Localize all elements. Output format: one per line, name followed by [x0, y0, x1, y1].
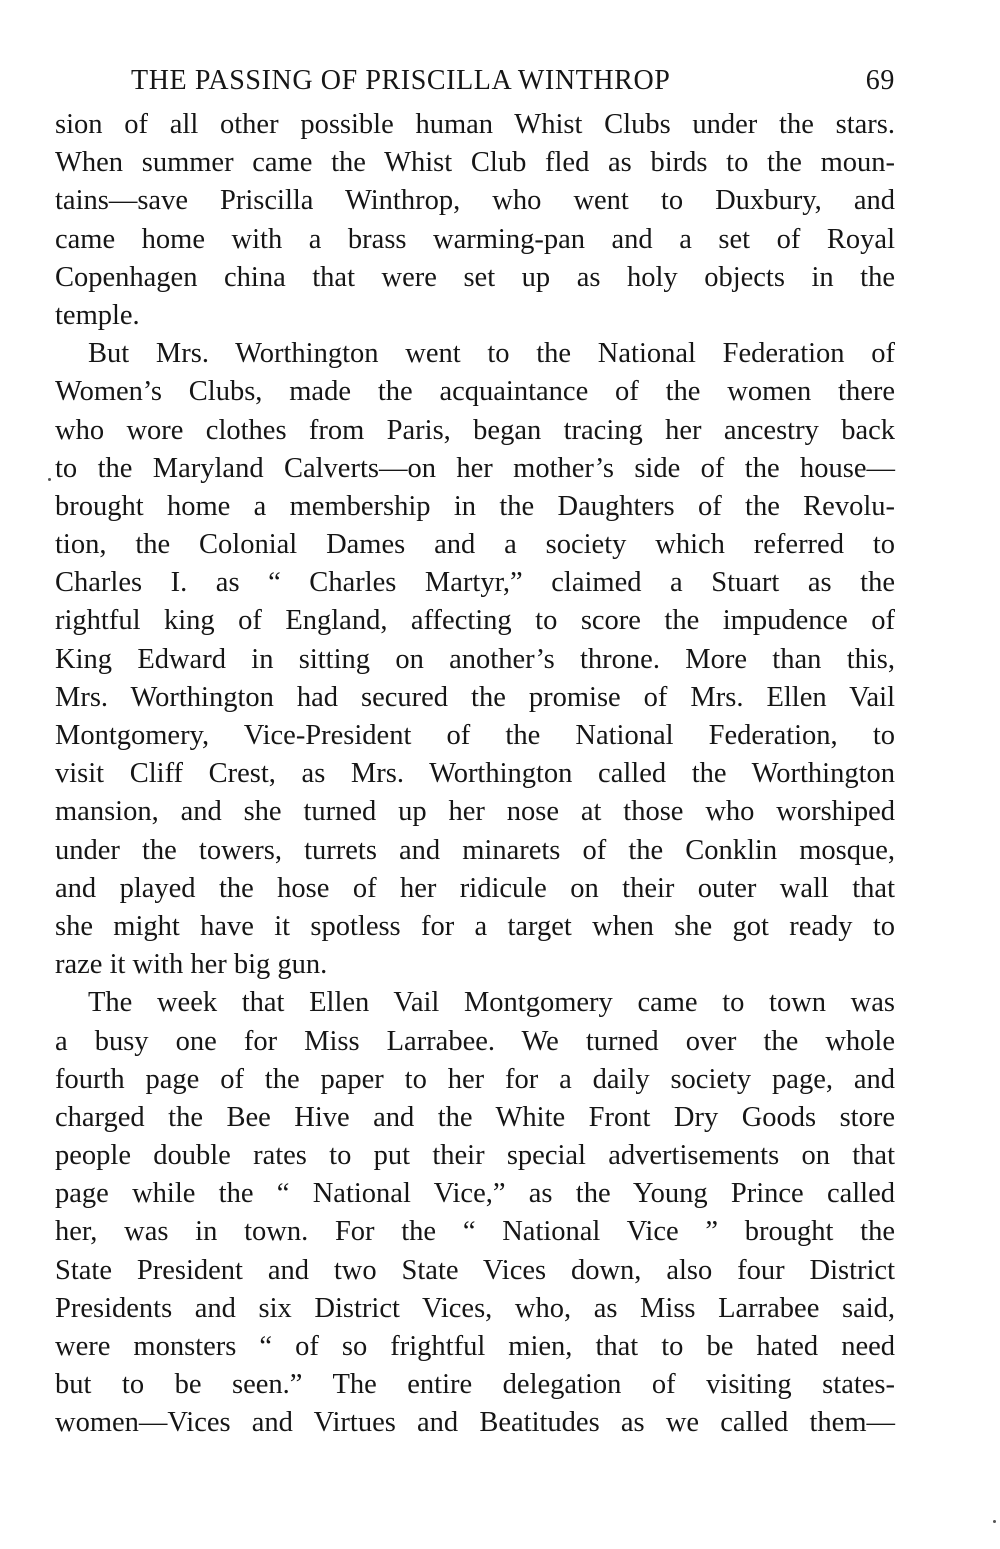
paragraph-3 [55, 984, 895, 1442]
text-line: rightful king of England, affecting to score the impudence of [55, 605, 895, 637]
text-line: State President and two State Vices down, also four District [55, 1254, 895, 1286]
text-line: to the Maryland Calverts—on her mother’s side of the house— [55, 452, 895, 484]
text-line: she might have it spotless for a target when she got ready to [55, 910, 895, 942]
text-line: were monsters “ of so frightful mien, that to be hated need [55, 1331, 895, 1362]
text-line: tains—save Priscilla Winthrop, who went to Duxbury, and [55, 185, 895, 217]
text-line: visit Cliff Crest, as Mrs. Worthington called the Worthington [55, 758, 895, 790]
text-line: her, was in town. For the “ National Vice ” brought the [55, 1216, 895, 1248]
text-line: who wore clothes from Paris, began tracing her ancestry back [55, 414, 895, 446]
text-line: King Edward in sitting on another’s throne. More than this, [55, 643, 895, 675]
text-line: under the towers, turrets and minarets of the Conklin mosque, [55, 834, 895, 866]
text-line: Charles I. as “ Charles Martyr,” claimed a Stuart as the [55, 567, 895, 599]
running-title: THE PASSING OF PRISCILLA WINTHROP [131, 65, 671, 96]
print-speck [48, 478, 51, 481]
text-line: When summer came the Whist Club fled as birds to the moun- [55, 147, 895, 179]
text-line: But Mrs. Worthington went to the National Federation of [88, 338, 895, 370]
text-line: charged the Bee Hive and the White Front Dry Goods store [55, 1101, 895, 1133]
text-line: raze it with her big gun. [55, 949, 328, 981]
text-line: came home with a brass warming-pan and a set of Royal [55, 223, 895, 255]
text-line: people double rates to put their special advertisements on that [55, 1140, 895, 1172]
page-number: 69 [865, 65, 895, 96]
text-line: mansion, and she turned up her nose at those who worshiped [55, 796, 895, 828]
text-line: a busy one for Miss Larrabee. We turned over the whole [55, 1025, 895, 1057]
text-line: Presidents and six District Vices, who, as Miss Larrabee said, [55, 1292, 895, 1324]
text-line: women—Vices and Virtues and Beatitudes as we called them— [55, 1407, 895, 1439]
text-line: The week that Ellen Vail Montgomery came to town was [88, 987, 895, 1019]
text-line: but to be seen.” The entire delegation of visiting states- [55, 1369, 895, 1401]
text-line: Mrs. Worthington had secured the promise of Mrs. Ellen Vail [55, 681, 895, 713]
running-head [55, 56, 895, 106]
text-line: temple. [55, 299, 140, 331]
text-line: sion of all other possible human Whist Clubs under the stars. [55, 109, 895, 140]
text-line: fourth page of the paper to her for a daily society page, and [55, 1063, 895, 1095]
text-line: Women’s Clubs, made the acquaintance of the women there [55, 376, 895, 408]
paragraph-2 [55, 335, 895, 984]
text-line: and played the hose of her ridicule on their outer wall that [55, 872, 895, 904]
paragraph-1 [55, 106, 895, 335]
text-line: Copenhagen china that were set up as holy objects in the [55, 261, 895, 293]
book-page [55, 56, 895, 1443]
text-line: page while the “ National Vice,” as the Young Prince called [55, 1178, 895, 1210]
text-line: brought home a membership in the Daughters of the Revolu- [55, 490, 895, 522]
text-line: Montgomery, Vice-President of the National Federation, to [55, 720, 895, 751]
print-speck [993, 1520, 996, 1523]
text-line: tion, the Colonial Dames and a society which referred to [55, 529, 895, 561]
